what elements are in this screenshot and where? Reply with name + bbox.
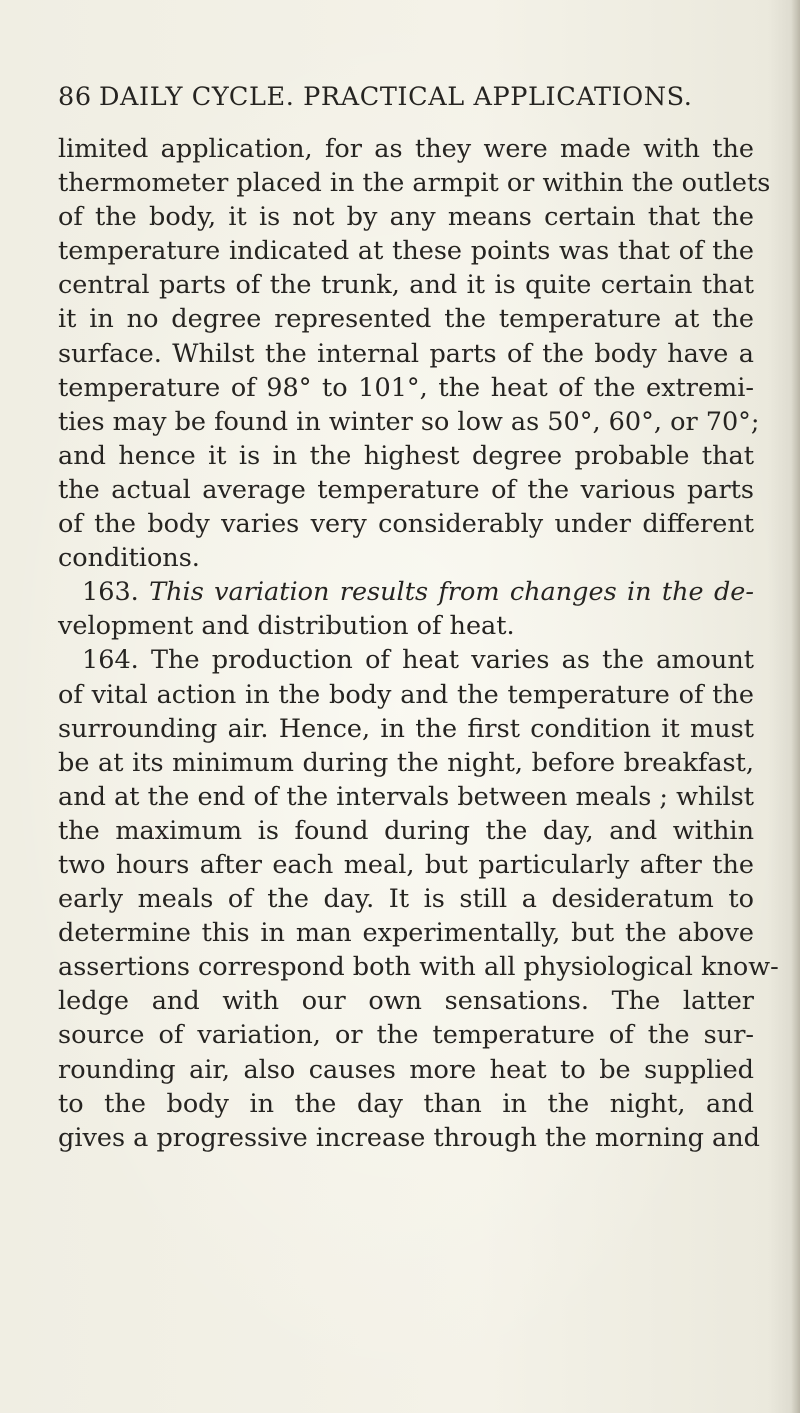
text-line: temperature indicated at these points was that of the xyxy=(58,236,754,267)
section-heading-163 xyxy=(58,575,754,609)
text-line: surrounding air. Hence, in the first condition it must xyxy=(58,713,754,744)
text-line: surface. Whilst the internal parts of the body have a xyxy=(58,338,754,369)
text-line: and hence it is in the highest degree probable that xyxy=(58,440,754,471)
text-line: determine this in man experimentally, but the above xyxy=(58,918,754,949)
text-line: ties may be found in winter so low as 50°, 60°, or 70°; xyxy=(58,406,760,437)
text-line: temperature of 98° to 101°, the heat of the extremi- xyxy=(58,372,754,403)
text-line: of vital action in the body and the temperature of the xyxy=(58,679,754,710)
text-line: the maximum is found during the day, and within xyxy=(58,815,754,846)
page-edge-shadow xyxy=(791,0,800,1413)
text-line: limited application, for as they were made with the xyxy=(58,134,754,164)
section-title: This variation results from changes in the de- xyxy=(149,577,755,608)
text-line: thermometer placed in the armpit or within the outlets xyxy=(58,168,771,199)
body-text xyxy=(58,132,779,1155)
text-line: conditions. xyxy=(58,543,200,574)
text-line: source of variation, or the temperature of the sur- xyxy=(58,1020,754,1051)
text-line: be at its minimum during the night, before breakfast, xyxy=(58,747,754,778)
text-line: ledge and with our own sensations. The latter xyxy=(58,986,754,1017)
page-header xyxy=(58,82,718,118)
text-line: early meals of the day. It is still a desideratum to xyxy=(58,884,754,915)
text-line: to the body in the day than in the night, and xyxy=(58,1088,754,1119)
running-head: DAILY CYCLE. PRACTICAL APPLICATIONS. xyxy=(99,82,693,112)
text-line: central parts of the trunk, and it is quite certain that xyxy=(58,270,754,301)
text-line: two hours after each meal, but particularly after the xyxy=(58,849,754,880)
text-line: it in no degree represented the temperature at the xyxy=(58,304,754,335)
text-line: gives a progressive increase through the morning and xyxy=(58,1122,760,1153)
page-number: 86 xyxy=(58,82,92,112)
text-line: 164. The production of heat varies as the amount xyxy=(82,645,754,676)
text-line: of the body, it is not by any means certain that the xyxy=(58,202,754,233)
text-line: the actual average temperature of the various parts xyxy=(58,474,754,505)
text-line: and at the end of the intervals between meals ; whilst xyxy=(58,781,754,812)
text-line: of the body varies very considerably under different xyxy=(58,509,754,540)
text-line: assertions correspond both with all physiological know- xyxy=(58,952,779,983)
section-number: 163. xyxy=(82,577,150,608)
section-title-continued: velopment and distribution of heat. xyxy=(58,611,515,642)
text-line: rounding air, also causes more heat to be supplied xyxy=(58,1054,754,1085)
